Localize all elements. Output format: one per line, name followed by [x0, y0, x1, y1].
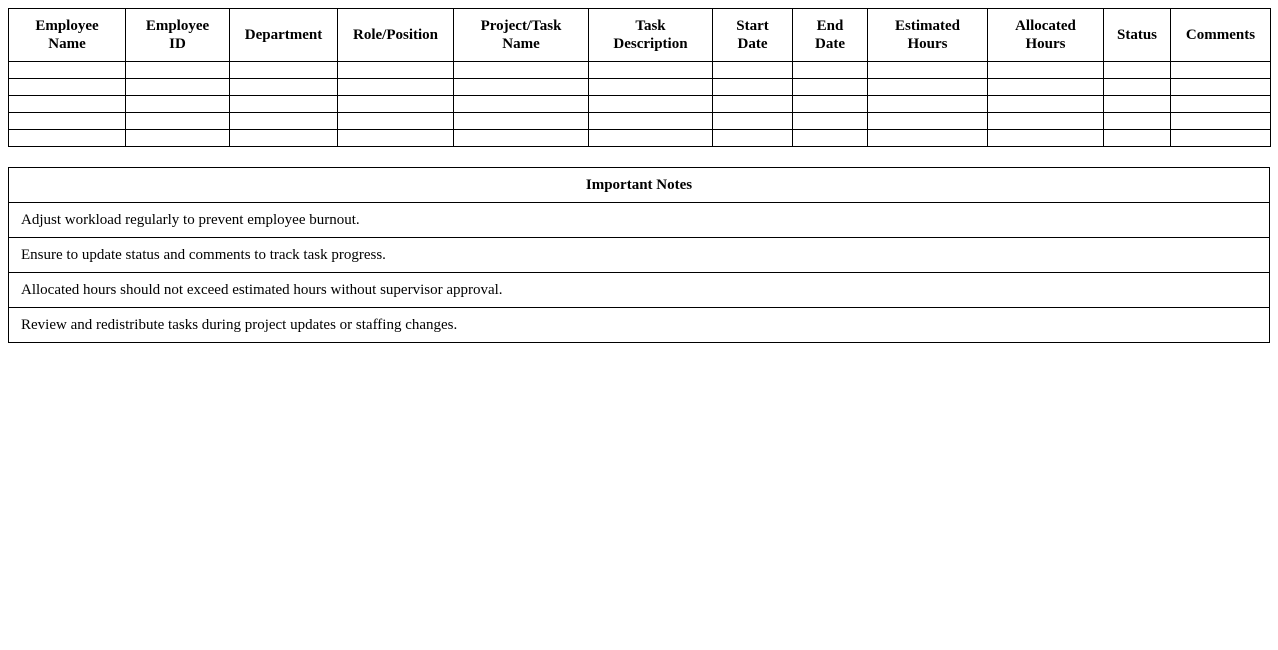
table-cell[interactable]	[1171, 62, 1271, 79]
note-text: Adjust workload regularly to prevent employee burnout.	[9, 203, 1270, 238]
table-cell[interactable]	[713, 130, 793, 147]
header-employee-name	[9, 9, 126, 62]
table-cell[interactable]	[1104, 96, 1171, 113]
table-cell[interactable]	[868, 113, 988, 130]
note-text: Review and redistribute tasks during project updates or staffing changes.	[9, 308, 1270, 343]
table-cell[interactable]	[868, 62, 988, 79]
table-cell[interactable]	[338, 79, 454, 96]
table-cell[interactable]	[454, 62, 589, 79]
table-cell[interactable]	[589, 113, 713, 130]
note-row	[9, 273, 1270, 308]
table-cell[interactable]	[338, 96, 454, 113]
table-header-row	[9, 9, 1271, 62]
table-cell[interactable]	[589, 79, 713, 96]
table-cell[interactable]	[1104, 113, 1171, 130]
table-cell[interactable]	[126, 62, 230, 79]
header-label: End Date	[815, 18, 845, 52]
table-cell[interactable]	[230, 113, 338, 130]
table-row	[9, 62, 1271, 79]
table-cell[interactable]	[589, 62, 713, 79]
table-cell[interactable]	[9, 79, 126, 96]
table-cell[interactable]	[988, 62, 1104, 79]
header-label: Comments	[1185, 27, 1256, 43]
table-row	[9, 113, 1271, 130]
table-cell[interactable]	[713, 62, 793, 79]
workload-table	[8, 8, 1271, 147]
header-task-description	[589, 9, 713, 62]
table-cell[interactable]	[454, 130, 589, 147]
table-cell[interactable]	[868, 79, 988, 96]
notes-header-row	[9, 168, 1270, 203]
header-employee-id	[126, 9, 230, 62]
header-label: Role/Position	[353, 27, 438, 43]
table-cell[interactable]	[9, 62, 126, 79]
table-cell[interactable]	[988, 79, 1104, 96]
table-cell[interactable]	[9, 96, 126, 113]
header-comments	[1171, 9, 1271, 62]
notes-title: Important Notes	[9, 168, 1270, 203]
table-cell[interactable]	[793, 79, 868, 96]
table-row	[9, 130, 1271, 147]
table-cell[interactable]	[868, 130, 988, 147]
table-cell[interactable]	[230, 62, 338, 79]
table-cell[interactable]	[713, 79, 793, 96]
table-cell[interactable]	[230, 96, 338, 113]
table-cell[interactable]	[1171, 79, 1271, 96]
table-cell[interactable]	[868, 96, 988, 113]
note-row	[9, 203, 1270, 238]
note-text: Ensure to update status and comments to track task progress.	[9, 238, 1270, 273]
table-row	[9, 96, 1271, 113]
header-start-date	[713, 9, 793, 62]
note-row	[9, 308, 1270, 343]
header-label: Start Date	[736, 18, 769, 52]
table-cell[interactable]	[9, 113, 126, 130]
header-department	[230, 9, 338, 62]
note-text: Allocated hours should not exceed estimated hours without supervisor approval.	[9, 273, 1270, 308]
table-cell[interactable]	[589, 130, 713, 147]
header-estimated-hours	[868, 9, 988, 62]
table-cell[interactable]	[1104, 62, 1171, 79]
table-cell[interactable]	[988, 130, 1104, 147]
note-row	[9, 238, 1270, 273]
table-cell[interactable]	[230, 79, 338, 96]
table-cell[interactable]	[126, 96, 230, 113]
table-cell[interactable]	[454, 79, 589, 96]
table-cell[interactable]	[713, 96, 793, 113]
header-label: Estimated Hours	[895, 18, 960, 52]
header-label: Status	[1116, 27, 1157, 43]
table-cell[interactable]	[793, 130, 868, 147]
table-cell[interactable]	[454, 113, 589, 130]
table-cell[interactable]	[589, 96, 713, 113]
table-cell[interactable]	[1171, 113, 1271, 130]
table-cell[interactable]	[988, 96, 1104, 113]
table-cell[interactable]	[230, 130, 338, 147]
table-cell[interactable]	[338, 62, 454, 79]
header-label: Employee Name	[35, 18, 99, 52]
table-body	[9, 62, 1271, 147]
table-cell[interactable]	[1171, 130, 1271, 147]
header-status	[1104, 9, 1171, 62]
table-cell[interactable]	[1104, 130, 1171, 147]
table-cell[interactable]	[793, 96, 868, 113]
table-cell[interactable]	[338, 130, 454, 147]
header-role-position	[338, 9, 454, 62]
table-cell[interactable]	[713, 113, 793, 130]
important-notes-table	[8, 167, 1270, 343]
table-cell[interactable]	[1171, 96, 1271, 113]
table-cell[interactable]	[9, 130, 126, 147]
header-label: Employee ID	[145, 18, 210, 52]
table-cell[interactable]	[126, 113, 230, 130]
table-cell[interactable]	[1104, 79, 1171, 96]
table-cell[interactable]	[793, 62, 868, 79]
table-row	[9, 79, 1271, 96]
header-label: Department	[244, 27, 323, 43]
header-label: Allocated Hours	[1015, 18, 1076, 52]
table-cell[interactable]	[793, 113, 868, 130]
table-cell[interactable]	[126, 79, 230, 96]
header-label: Task Description	[613, 18, 688, 52]
table-cell[interactable]	[988, 113, 1104, 130]
table-cell[interactable]	[126, 130, 230, 147]
table-cell[interactable]	[454, 96, 589, 113]
header-end-date	[793, 9, 868, 62]
header-project-task-name	[454, 9, 589, 62]
header-allocated-hours	[988, 9, 1104, 62]
header-label: Project/Task Name	[480, 18, 562, 52]
table-cell[interactable]	[338, 113, 454, 130]
